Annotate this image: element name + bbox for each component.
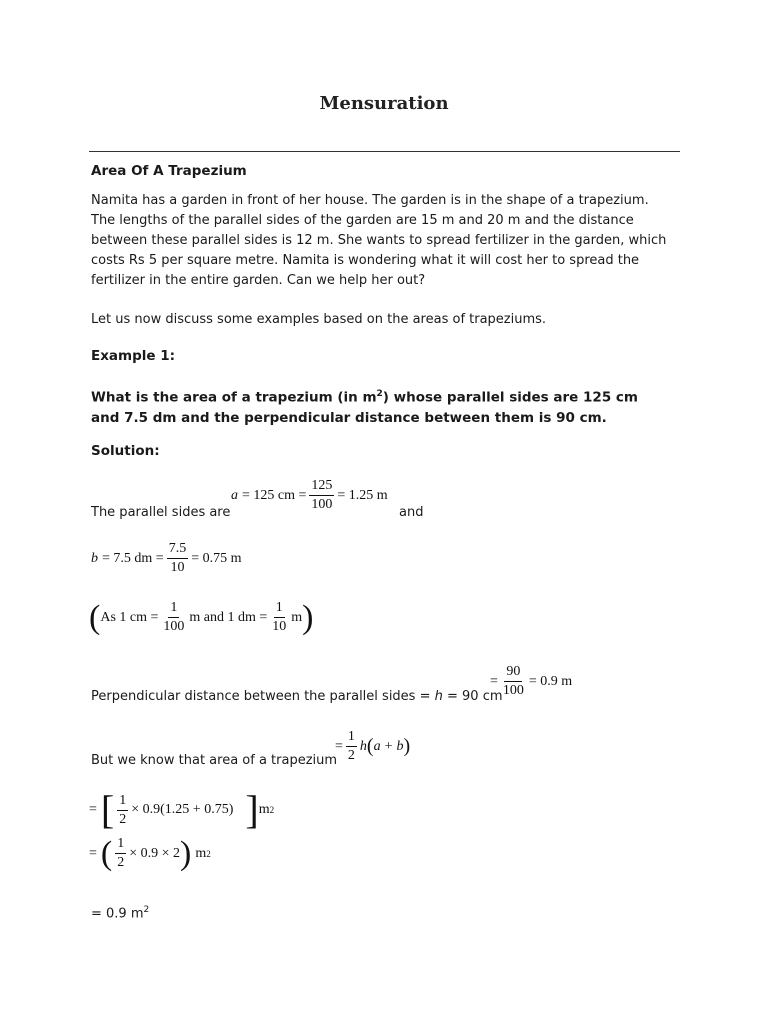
conv-p3: m (291, 609, 303, 625)
title-divider (89, 151, 680, 152)
parallel-sides-text: The parallel sides are (91, 505, 231, 520)
equation-a (231, 478, 388, 513)
and-text: and (399, 505, 424, 520)
step2-sup: 2 (206, 848, 211, 859)
step2-equals: = (89, 845, 97, 861)
question-sup: 2 (376, 389, 383, 399)
conv-p2: m and 1 dm = (189, 609, 268, 625)
step1-body: × 0.9(1.25 + 0.75) (131, 802, 234, 817)
area-equals: = (335, 738, 343, 754)
right-paren: ) (302, 598, 314, 636)
eq-a-rhs: = 1.25 m (337, 487, 388, 503)
example-label: Example 1: (91, 348, 176, 364)
intro-paragraph: Namita has a garden in front of her house. The garden is in the shape of a trapezium. The lengths of the parallel sides of the garden are 15 m and 20 m and the distance between these parallel sides is 12 m. She wants to spread fertilizer in the garden, which costs Rs 5 per square metre. Namita is wondering what it will cost her to spread the fertilizer in the entire garden. Can we help her out? (91, 193, 667, 288)
left-paren: ( (89, 598, 101, 636)
step2-body: × 0.9 × 2 (129, 845, 181, 861)
step2-unit: m (195, 845, 207, 861)
fraction: $\frac{1}{100}$ (163, 600, 185, 634)
right-paren: ) (180, 834, 192, 872)
question-part1: What is the area of a trapezium (in m (91, 389, 377, 406)
perp-h: h (434, 689, 443, 704)
area-a: a (373, 738, 381, 754)
fraction: $\frac{125}{100}$ (311, 478, 333, 512)
step1-equals: = (89, 802, 97, 817)
eq-a-mid: = 125 cm = (242, 487, 307, 503)
fraction: $\frac{7.5}{10}$ (168, 541, 187, 575)
var-a: a (231, 487, 238, 503)
question-part2: ) whose parallel sides are 125 cm and 7.5 dm and the perpendicular distance between them is 90 cm. (91, 389, 638, 426)
step1-sup: 2 (269, 805, 275, 815)
equation-b (91, 541, 241, 576)
perp-text-a: Perpendicular distance between the parallel sides = (91, 689, 435, 704)
area-h: h (359, 738, 367, 754)
eq-b-rhs: = 0.75 m (191, 550, 242, 566)
eq-h-rhs: = 0.9 m (528, 673, 573, 689)
area-formula-text: But we know that area of a trapezium (91, 753, 338, 768)
equation-area: = $\frac{1}{2}$ h ( a + b ) (335, 729, 411, 763)
calc-step-2 (89, 836, 211, 871)
conv-p1: As 1 cm = (100, 609, 159, 625)
solution-label: Solution: (91, 443, 160, 459)
perp-text-b: = 90 cm (442, 689, 503, 704)
fraction: $\frac{1}{2}$ (347, 729, 355, 763)
result-text: = 0.9 m (91, 906, 144, 922)
conversion-note (89, 600, 314, 635)
var-b: b (91, 550, 98, 566)
eq-b-mid: = 7.5 dm = (102, 550, 164, 566)
page-title: Mensuration (319, 93, 449, 114)
perpendicular-text (91, 687, 503, 707)
fraction: $\frac{1}{10}$ (272, 600, 287, 634)
section-heading: Area Of A Trapezium (91, 163, 247, 179)
area-b: b (396, 738, 404, 754)
fraction: $\frac{1}{2}$ (117, 836, 125, 870)
fraction: $\frac{90}{100}$ (502, 664, 524, 698)
eq-h-equals: = (490, 673, 498, 689)
left-paren: ( (100, 834, 113, 872)
step1-unit: m (258, 802, 270, 817)
fraction: $\frac{1}{2}$ (119, 792, 127, 827)
left-bracket: [ (100, 787, 115, 832)
discuss-line: Let us now discuss some examples based on the areas of trapeziums. (91, 312, 547, 327)
right-bracket: ] (245, 787, 259, 832)
example-question (91, 384, 671, 428)
final-result (91, 900, 149, 924)
result-sup: 2 (143, 905, 150, 915)
equation-h (490, 664, 572, 699)
calc-step-1 (89, 787, 275, 832)
area-plus: + (384, 738, 393, 754)
